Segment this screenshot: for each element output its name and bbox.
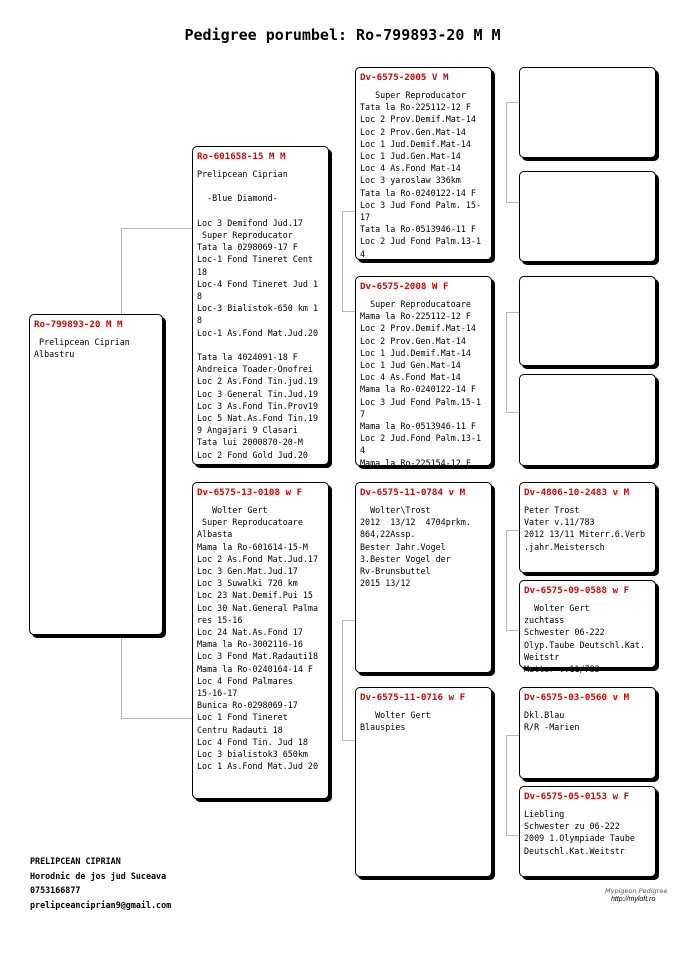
owner-name: PRELIPCEAN CIPRIAN bbox=[30, 856, 121, 866]
pigeon-info: Wolter Gert zuchtass Schwester 06-222 Olyp.Taube Deutschl.Kat. Weitstr Mutter v.11/783 bbox=[524, 603, 646, 675]
owner-contact bbox=[30, 854, 171, 912]
owner-address: Horodnic de jos jud Suceava bbox=[30, 870, 167, 881]
connector bbox=[506, 530, 507, 630]
ring-number: Ro-601658-15 M M bbox=[197, 151, 286, 162]
pigeon-card-sire-sire bbox=[355, 67, 492, 260]
pigeon-info: Wolter Gert Super Reproducatoare Albasta Mama la Ro-601614-15-M Loc 2 As.Fond Mat.Jud.17 Loc 3 Gen.Mat.Jud.17 Loc 3 Suwalki 720 km Loc 23 Nat.Demif.Pui 15 Loc 30 Nat.General Palma res 15-16 Loc 24 Nat.As.Fond 17 Mama la Ro-3002116-16 Loc 3 Fond Mat.Radauti18 Mama la Ro-0240164-14 F Loc 4 Fond Palmares 15-16-17 Bunica Ro-0298069-17 Loc 1 Fond Tineret Centru Radauti 18 Loc 4 Fond Tin. Jud 18 Loc 3 bialistok3 650km Loc 1 As.Fond Mat.Jud 20 bbox=[197, 505, 319, 772]
pigeon-card-dam-sire bbox=[355, 482, 492, 673]
pigeon-info: Wolter\Trost 2012 13/12 4704prkm. 864,22Assp. Bester Jahr.Vogel 3.Bester Vogel der Rv-Brunsbuttel 2015 13/12 bbox=[360, 505, 471, 589]
owner-phone: 0753166877 bbox=[30, 885, 81, 895]
connector bbox=[342, 311, 356, 312]
connector bbox=[342, 211, 356, 212]
pigeon-card-ss-dam bbox=[519, 171, 656, 262]
connector bbox=[506, 202, 520, 203]
pigeon-card-ds-sire bbox=[519, 482, 656, 573]
ring-number: Dv-6575-13-0108 w F bbox=[197, 487, 303, 498]
ring-number: Dv-6575-11-0716 w F bbox=[360, 692, 466, 703]
pigeon-card-dd-dam bbox=[519, 786, 656, 877]
connector bbox=[121, 718, 193, 719]
pigeon-info: Prelipcean Ciprian -Blue Diamond- Loc 3 Demifond Jud.17 Super Reproducator Tata la 0298069-17 F Loc-1 Fond Tineret Cent 18 Loc-4 Fond Tineret Jud 1 8 Loc-3 Bialistok-650 km 1 8 Loc-1 As.Fond Mat.Jud.20 Tata la 4024091-18 F Andreica Toader-Onofrei Loc 2 As.Fond Tin.jud.19 Loc 3 General Tin.Jud.19 Loc 3 As.Fond Tin.Prov19 Loc 5 Nat.As.Fond Tin.19 9 Angajari 9 Clasari Tata lui 2000870-20-M Loc 2 Fond Gold Jud.20 bbox=[197, 169, 319, 460]
ring-number: Dv-6575-2005 V M bbox=[360, 72, 449, 83]
ring-number: Dv-6575-05-0153 w F bbox=[524, 791, 630, 802]
pigeon-info: Super Reproducatoare Mama la Ro-225112-12 F Loc 2 Prov.Demif.Mat-14 Loc 2 Prov.Gen.Mat-14 Loc 1 Jud.Demif.Mat-14 Loc 1 Jud Gen.Mat-14 Loc 4 As.Fond Mat-14 Mama la Ro-0240122-14 F Loc 3 Jud Fond Palm.15-1 7 Mama la Ro-0513946-11 F Loc 2 Jud.Fond Palm.13-1 4 Mama la Ro-225154-12 F bbox=[360, 299, 482, 468]
connector bbox=[506, 835, 520, 836]
pigeon-info: Peter Trost Vater v.11/783 2012 13/11 Miterr.6.Verb .jahr.Meistersch bbox=[524, 505, 646, 552]
pigeon-info: Dkl.Blau R/R -Marien bbox=[524, 710, 580, 733]
ring-number: Dv-6575-03-0560 v M bbox=[524, 692, 630, 703]
connector bbox=[121, 228, 193, 229]
pigeon-card-dd-sire bbox=[519, 687, 656, 779]
site-url[interactable]: http://myloft.ro bbox=[611, 896, 656, 903]
connector bbox=[506, 102, 507, 202]
pigeon-info: Liebling Schwester zu 06-222 2009 1.Olympiade Taube Deutschl.Kat.Weitstr bbox=[524, 809, 635, 856]
pigeon-card-sd-sire bbox=[519, 276, 656, 366]
connector bbox=[342, 740, 356, 741]
connector bbox=[506, 312, 520, 313]
pigeon-info: Wolter Gert Blauspies bbox=[360, 710, 431, 733]
pigeon-card-dam-dam bbox=[355, 687, 492, 877]
pigeon-card-ss-sire bbox=[519, 67, 656, 158]
connector bbox=[342, 211, 343, 311]
pigeon-card-sd-dam bbox=[519, 374, 656, 466]
pigeon-card-dam bbox=[192, 482, 329, 799]
pigeon-card-sire-dam bbox=[355, 276, 492, 466]
ring-number: Dv-6575-09-0588 w F bbox=[524, 585, 630, 596]
ring-number: Dv-6575-11-0784 v M bbox=[360, 487, 466, 498]
ring-number: Dv-6575-2008 W F bbox=[360, 281, 449, 292]
connector bbox=[506, 412, 520, 413]
pigeon-card-subject bbox=[29, 314, 163, 635]
connector bbox=[506, 102, 520, 103]
connector bbox=[506, 735, 520, 736]
connector bbox=[506, 530, 520, 531]
ring-number: Dv-4806-10-2483 v M bbox=[524, 487, 630, 498]
connector bbox=[342, 620, 356, 621]
pigeon-card-ds-dam bbox=[519, 580, 656, 675]
pigeon-card-sire bbox=[192, 146, 329, 465]
ring-number: Ro-799893-20 M M bbox=[34, 319, 123, 330]
page-title: Pedigree porumbel: Ro-799893-20 M M bbox=[184, 26, 501, 44]
pigeon-info: Prelipcean Ciprian Albastru bbox=[34, 337, 130, 360]
owner-email: prelipceanciprian9@gmail.com bbox=[30, 899, 172, 910]
brand-logo: Mypigeon Pedigree bbox=[605, 887, 668, 895]
connector bbox=[506, 312, 507, 412]
connector bbox=[342, 620, 343, 740]
pigeon-info: Super Reproducator Tata la Ro-225112-12 F Loc 2 Prov.Demif.Mat-14 Loc 2 Prov.Gen.Mat-14 Loc 1 Jud.Demif.Mat-14 Loc 1 Jud.Gen.Mat-14 Loc 4 As.Fond Mat-14 Loc 3 yaroslaw 336km Tata la Ro-0240122-14 F Loc 3 Jud Fond Palm. 15- 17 Tata la Ro-0513946-11 F Loc 2 Jud Fond Palm.13-1 4 bbox=[360, 90, 482, 259]
connector bbox=[506, 630, 520, 631]
connector bbox=[506, 735, 507, 835]
